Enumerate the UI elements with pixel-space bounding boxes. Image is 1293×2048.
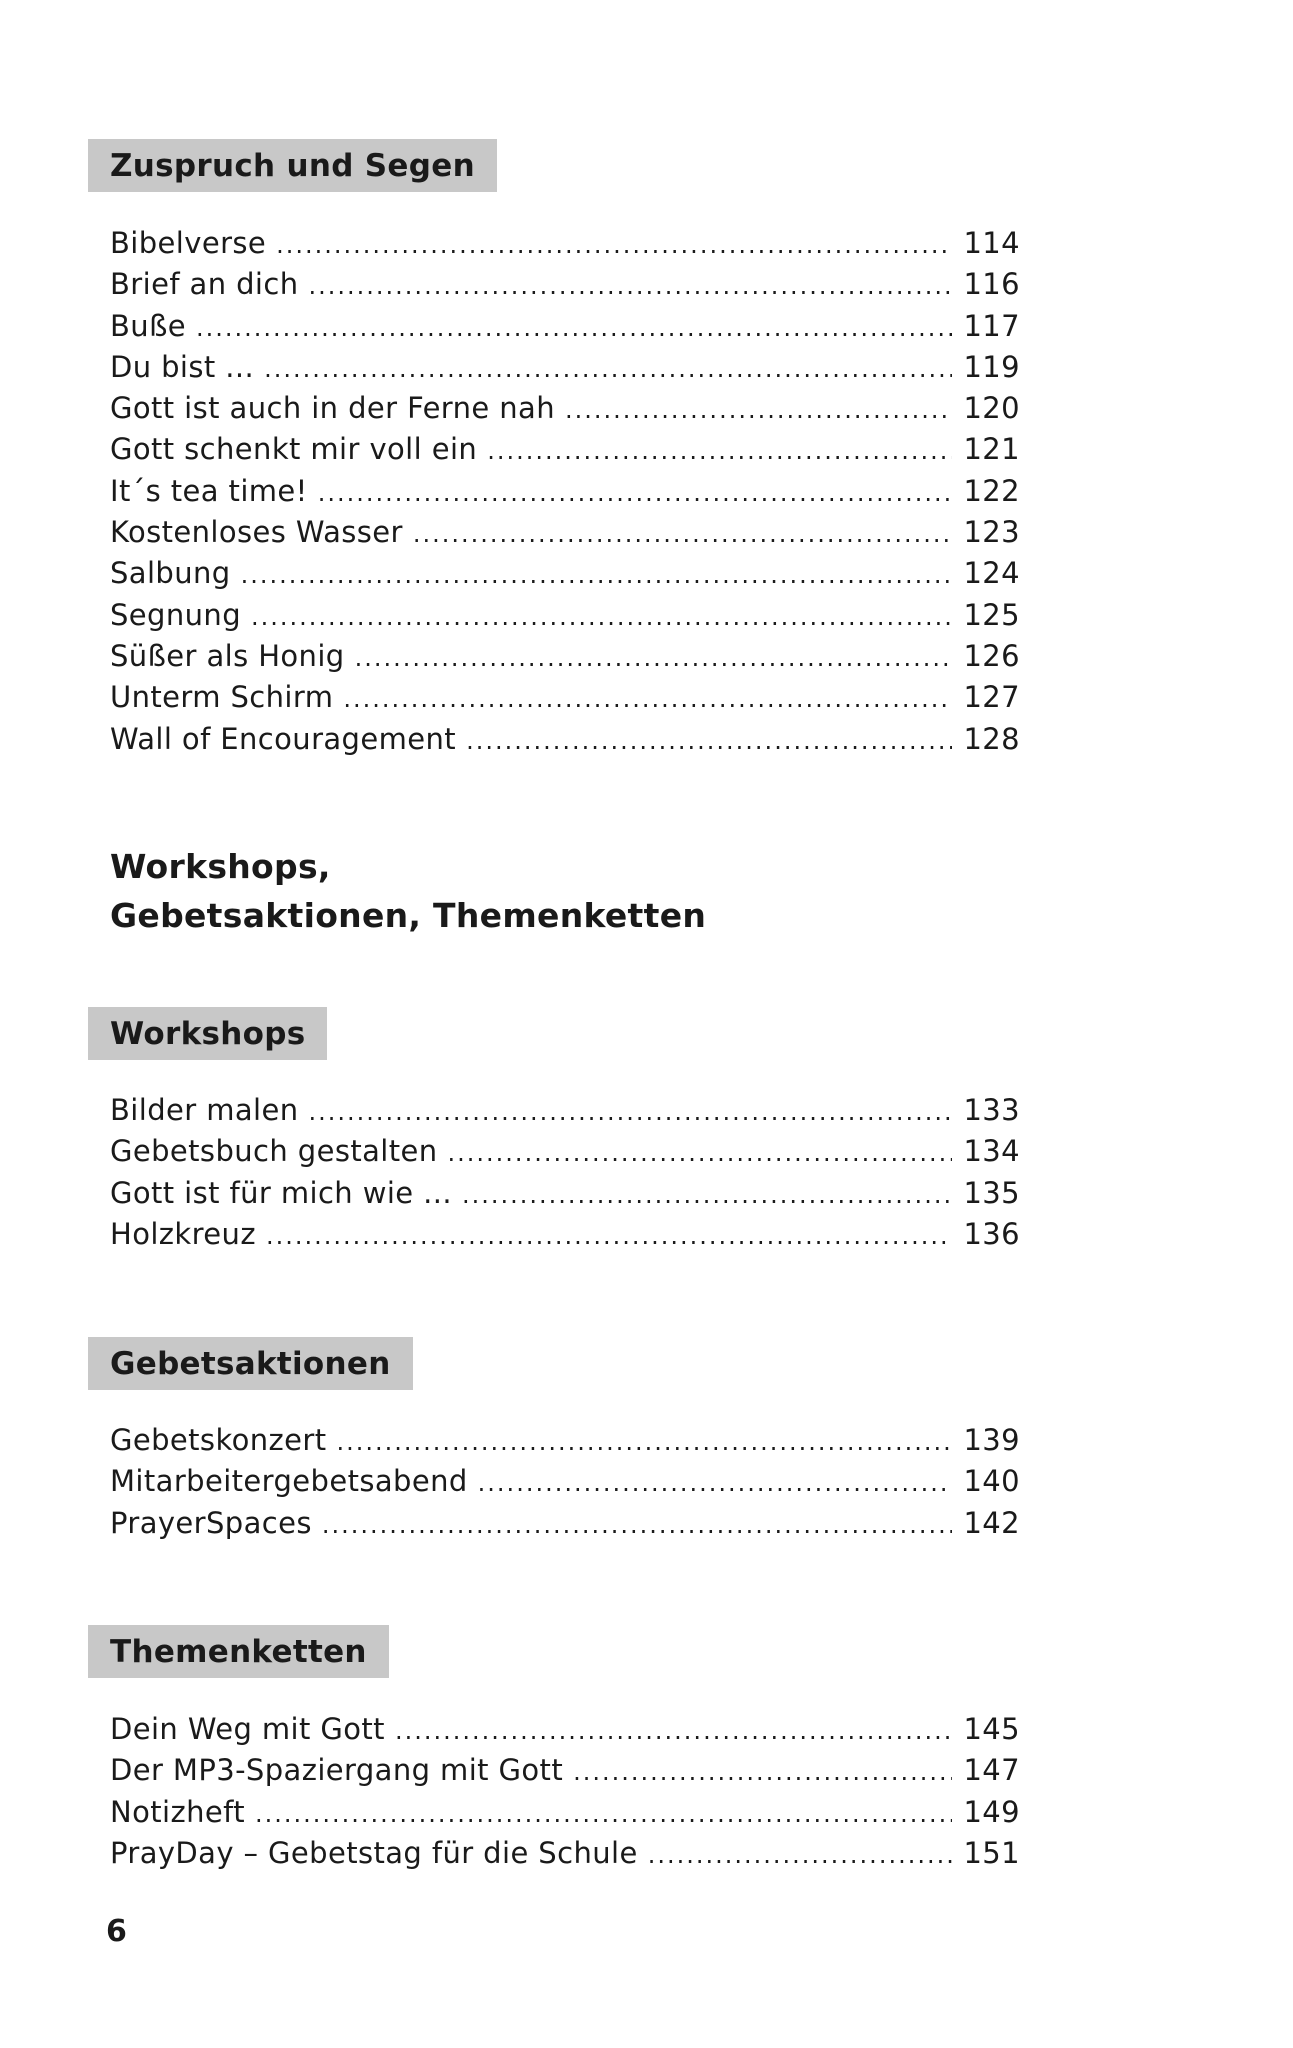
toc-entry-page: 135	[963, 1175, 1020, 1210]
toc-entry-title: Wall of Encouragement	[110, 721, 457, 756]
toc-entry-page: 127	[963, 680, 1020, 715]
section-title: Workshops	[110, 1015, 306, 1052]
toc-entry-title: Brief an dich	[110, 267, 299, 302]
section-title: Zuspruch und Segen	[110, 147, 475, 184]
toc-entry	[110, 309, 1020, 350]
toc-entry-title: Salbung	[110, 556, 231, 591]
toc-entry	[110, 391, 1020, 432]
toc-entry-page: 122	[963, 473, 1020, 508]
toc-entry	[110, 722, 1020, 763]
toc-entry	[110, 1464, 1020, 1505]
dot-leader	[413, 520, 952, 548]
toc-entry	[110, 1217, 1020, 1258]
toc-entry	[110, 432, 1020, 473]
toc-entry	[110, 515, 1020, 556]
section-heading-gebetsaktionen	[88, 1337, 413, 1390]
toc-entry	[110, 350, 1020, 391]
toc-entry	[110, 598, 1020, 639]
toc-entry-page: 121	[963, 432, 1020, 467]
dot-leader	[395, 1717, 952, 1745]
toc-entry	[110, 1795, 1020, 1836]
dot-leader	[264, 355, 952, 383]
dot-leader	[355, 644, 952, 672]
toc-entry-page: 119	[963, 349, 1020, 384]
toc-entry-title: Gott ist für mich wie ...	[110, 1175, 452, 1210]
part-heading	[110, 842, 706, 940]
dot-leader	[241, 561, 952, 589]
toc-entry-page: 128	[963, 721, 1020, 756]
toc-entry	[110, 556, 1020, 597]
dot-leader	[343, 685, 952, 713]
dot-leader	[266, 1222, 952, 1250]
dot-leader	[466, 727, 952, 755]
toc-entry-title: PrayerSpaces	[110, 1505, 312, 1540]
toc-entry-title: Süßer als Honig	[110, 638, 345, 673]
toc-entry-title: Du bist ...	[110, 349, 255, 384]
toc-entry-title: Unterm Schirm	[110, 680, 334, 715]
dot-leader	[478, 1469, 952, 1497]
toc-entry-page: 142	[963, 1505, 1020, 1540]
dot-leader	[448, 1139, 952, 1167]
toc-entry-title: PrayDay – Gebetstag für die Schule	[110, 1835, 638, 1870]
toc-entry	[110, 680, 1020, 721]
toc-entry-title: Gott ist auch in der Ferne nah	[110, 391, 555, 426]
toc-list-zuspruch	[110, 226, 1020, 763]
toc-entry-page: 125	[963, 597, 1020, 632]
toc-entry-title: Mitarbeitergebetsabend	[110, 1464, 468, 1499]
toc-entry	[110, 1836, 1020, 1877]
toc-entry-page: 134	[963, 1134, 1020, 1169]
toc-entry-title: Bilder malen	[110, 1093, 299, 1127]
toc-entry-title: Gebetsbuch gestalten	[110, 1134, 438, 1169]
dot-leader	[648, 1841, 952, 1869]
page-number: 6	[106, 1914, 127, 1949]
toc-entry-page: 139	[963, 1423, 1020, 1457]
toc-entry-title: Gott schenkt mir voll ein	[110, 432, 478, 467]
toc-entry	[110, 1753, 1020, 1794]
toc-entry-title: It´s tea time!	[110, 473, 308, 508]
toc-entry-title: Bibelverse	[110, 226, 267, 260]
toc-entry-title: Buße	[110, 308, 186, 343]
toc-entry-page: 120	[963, 391, 1020, 426]
toc-entry-page: 124	[963, 556, 1020, 591]
toc-entry-page: 133	[963, 1093, 1020, 1127]
toc-entry-page: 140	[963, 1464, 1020, 1499]
dot-leader	[318, 479, 952, 507]
toc-entry	[110, 267, 1020, 308]
dot-leader	[565, 396, 952, 424]
toc-entry	[110, 1093, 1020, 1134]
toc-entry-title: Holzkreuz	[110, 1216, 256, 1251]
dot-leader	[487, 437, 952, 465]
dot-leader	[336, 1428, 952, 1456]
dot-leader	[309, 1098, 953, 1126]
toc-list-workshops	[110, 1093, 1020, 1258]
toc-entry-page: 116	[963, 267, 1020, 302]
dot-leader	[322, 1511, 952, 1539]
dot-leader	[462, 1181, 952, 1209]
toc-entry-page: 149	[963, 1794, 1020, 1829]
toc-entry-title: Dein Weg mit Gott	[110, 1712, 385, 1746]
toc-entry-page: 147	[963, 1753, 1020, 1788]
toc-entry-page: 123	[963, 515, 1020, 550]
toc-entry	[110, 1712, 1020, 1753]
toc-entry-page: 126	[963, 638, 1020, 673]
toc-entry-page: 145	[963, 1712, 1020, 1746]
toc-entry	[110, 474, 1020, 515]
part-heading-line1: Workshops,	[110, 847, 331, 886]
dot-leader	[255, 1800, 952, 1828]
toc-entry-title: Der MP3-Spaziergang mit Gott	[110, 1753, 564, 1788]
toc-entry-title: Kostenloses Wasser	[110, 515, 403, 550]
toc-entry-title: Gebetskonzert	[110, 1423, 327, 1457]
part-heading-line2: Gebetsaktionen, Themenketten	[110, 896, 707, 935]
toc-entry-title: Segnung	[110, 597, 242, 632]
toc-entry	[110, 639, 1020, 680]
section-heading-themenketten	[88, 1625, 389, 1678]
toc-entry	[110, 226, 1020, 267]
toc-entry-page: 117	[963, 308, 1020, 343]
toc-entry-title: Notizheft	[110, 1794, 245, 1829]
toc-list-gebetsaktionen	[110, 1423, 1020, 1547]
section-heading-zuspruch	[88, 139, 497, 192]
toc-entry-page: 136	[963, 1216, 1020, 1251]
section-title: Gebetsaktionen	[110, 1345, 391, 1382]
toc-entry	[110, 1134, 1020, 1175]
dot-leader	[276, 231, 952, 259]
toc-entry	[110, 1506, 1020, 1547]
toc-entry-page: 114	[963, 226, 1020, 260]
section-title: Themenketten	[110, 1633, 367, 1670]
toc-entry	[110, 1176, 1020, 1217]
toc-list-themenketten	[110, 1712, 1020, 1877]
toc-entry-page: 151	[963, 1835, 1020, 1870]
dot-leader	[573, 1758, 952, 1786]
toc-entry	[110, 1423, 1020, 1464]
section-heading-workshops	[88, 1007, 327, 1060]
dot-leader	[251, 603, 952, 631]
dot-leader	[196, 314, 952, 342]
dot-leader	[309, 272, 952, 300]
